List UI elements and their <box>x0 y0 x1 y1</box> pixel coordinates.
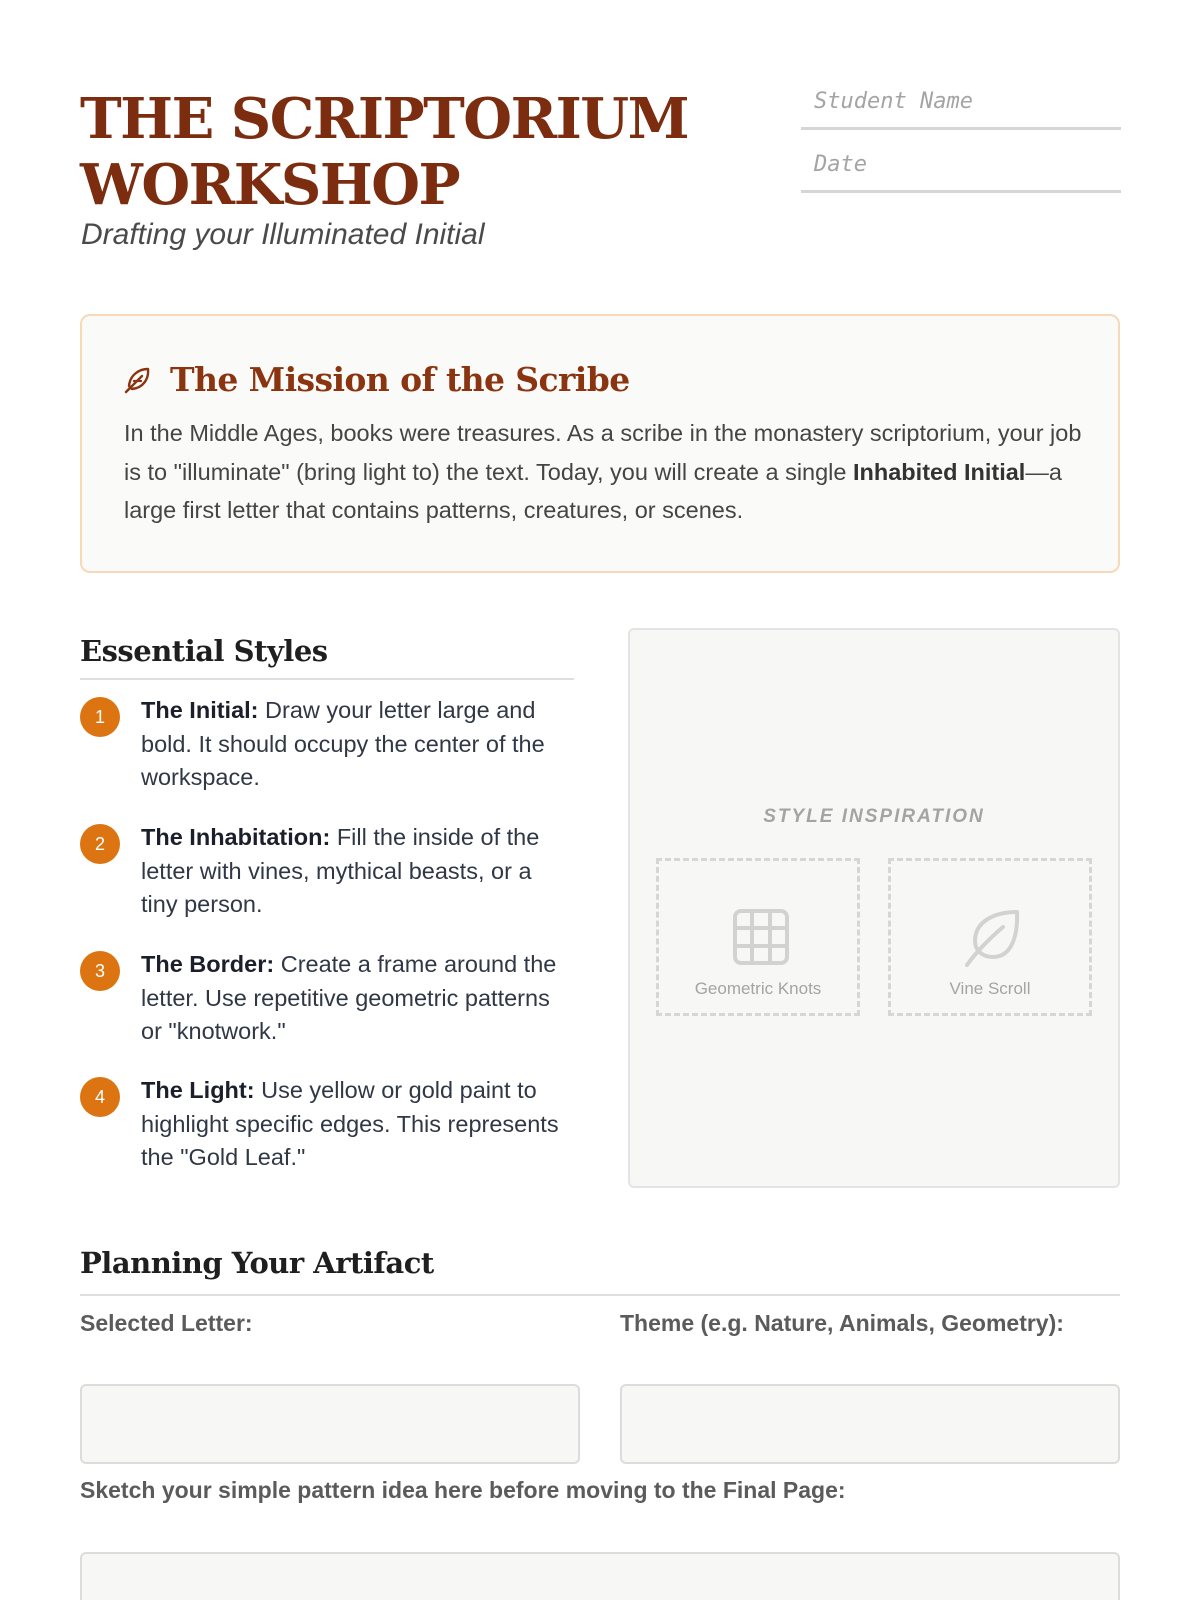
date-placeholder: Date <box>814 152 867 177</box>
step-number-badge: 1 <box>80 697 120 737</box>
step-description: Draw your letter large and bold. It should occupy the center of the workspace. <box>141 697 545 790</box>
step-label: The Inhabitation: <box>141 824 331 850</box>
selected-letter-input[interactable] <box>80 1384 580 1464</box>
title-line-2: WORKSHOP <box>80 152 460 218</box>
step-text <box>141 821 571 922</box>
inspiration-vine-scroll <box>888 858 1092 1016</box>
step-number-badge: 2 <box>80 824 120 864</box>
step-label: The Initial: <box>141 697 259 723</box>
worksheet-page <box>80 0 1120 1600</box>
planning-section <box>80 1240 1120 1503</box>
step-label: The Light: <box>141 1077 255 1103</box>
step-text <box>141 1074 571 1175</box>
quill-icon <box>122 364 154 396</box>
step-text <box>141 694 571 795</box>
title-line-1: THE SCRIPTORIUM <box>80 86 689 152</box>
inspiration-geometric-knots <box>656 858 860 1016</box>
mission-text <box>124 414 1084 530</box>
page-subtitle: Drafting your Illuminated Initial <box>81 218 485 251</box>
mission-title: The Mission of the Scribe <box>170 360 630 399</box>
mission-callout <box>80 314 1120 573</box>
essential-styles <box>80 628 574 1170</box>
mission-text-bold: Inhabited Initial <box>853 458 1026 485</box>
date-field[interactable] <box>801 149 1121 193</box>
planning-title: Planning Your Artifact <box>80 1240 1120 1296</box>
style-inspiration-panel <box>628 628 1120 1188</box>
sketch-area[interactable] <box>80 1552 1120 1600</box>
theme-label: Theme (e.g. Nature, Animals, Geometry): <box>620 1310 1064 1336</box>
step-number-badge: 3 <box>80 951 120 991</box>
step-number-badge: 4 <box>80 1077 120 1117</box>
inspiration-caption: Vine Scroll <box>949 979 1031 998</box>
sketch-label: Sketch your simple pattern idea here before moving to the Final Page: <box>80 1477 846 1503</box>
style-inspiration-label: STYLE INSPIRATION <box>763 806 985 827</box>
student-name-field[interactable] <box>801 86 1121 130</box>
leaf-icon <box>963 907 1023 967</box>
step-label: The Border: <box>141 951 275 977</box>
grid-icon <box>731 907 791 967</box>
step-description: Fill the inside of the letter with vines, mythical beasts, or a tiny person. <box>141 824 540 917</box>
theme-input[interactable] <box>620 1384 1120 1464</box>
mission-text-start: In the Middle Ages, books were treasures. As a scribe in the monastery scriptorium, your job is to "illuminate" (bring light to) the text. Today, you will create a single <box>124 420 1082 485</box>
step-description: Use yellow or gold paint to highlight specific edges. This represents the "Gold Leaf." <box>141 1077 559 1170</box>
page-title <box>80 86 720 218</box>
student-name-placeholder: Student Name <box>814 89 973 114</box>
essential-styles-title: Essential Styles <box>80 628 574 680</box>
step-text <box>141 948 571 1049</box>
step-description: Create a frame around the letter. Use repetitive geometric patterns or "knotwork." <box>141 951 557 1044</box>
selected-letter-label: Selected Letter: <box>80 1310 253 1336</box>
mission-text-end: —a large first letter that contains patterns, creatures, or scenes. <box>124 458 1062 523</box>
header <box>80 86 1120 266</box>
inspiration-caption: Geometric Knots <box>694 979 822 998</box>
